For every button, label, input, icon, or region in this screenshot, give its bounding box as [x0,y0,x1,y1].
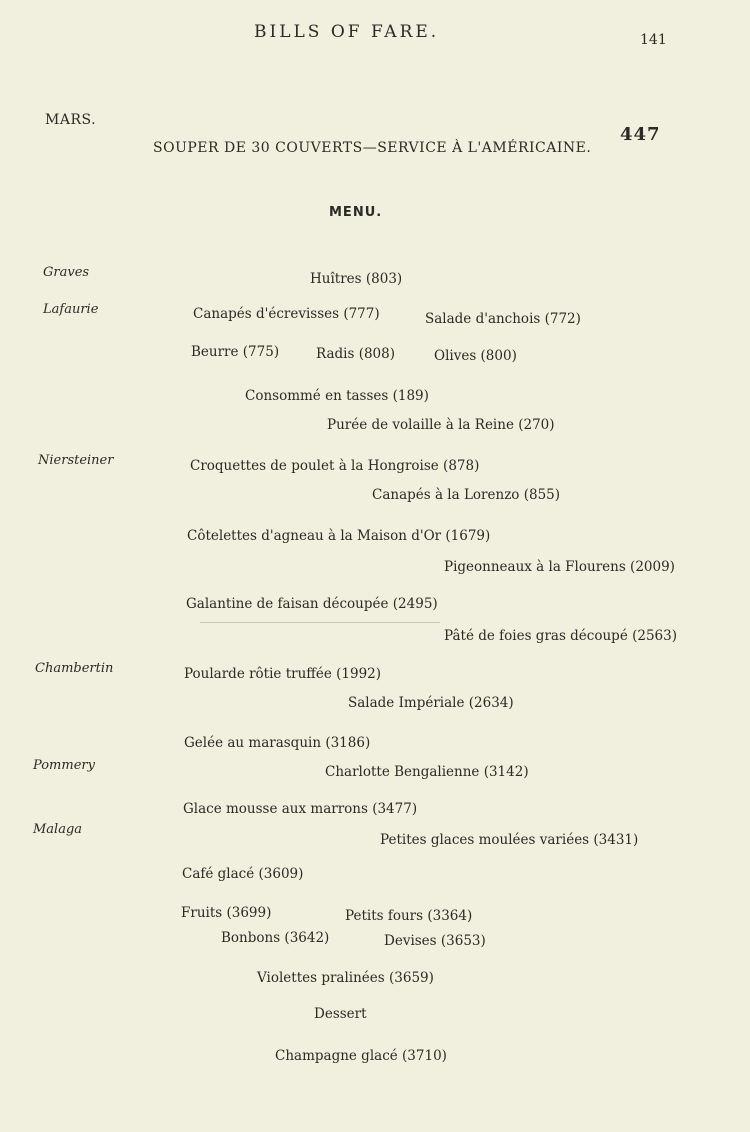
menu-title: SOUPER DE 30 COUVERTS—SERVICE À L'AMÉRICAINE. [153,140,592,156]
dish-charlotte: Charlotte Bengalienne (3142) [325,764,529,780]
dish-cafe-glace: Café glacé (3609) [182,866,304,882]
dish-cotelettes: Côtelettes d'agneau à la Maison d'Or (1679) [187,528,491,544]
print-smudge [200,622,440,623]
dish-canapes-ecrevisses: Canapés d'écrevisses (777) [193,306,380,322]
wine-malaga: Malaga [33,822,83,837]
month-label: MARS. [45,112,97,128]
wine-niersteiner: Niersteiner [38,453,114,468]
wine-graves: Graves [43,265,90,280]
wine-pommery: Pommery [33,758,95,773]
wine-chambertin: Chambertin [35,661,114,676]
dish-pigeonneaux: Pigeonneaux à la Flourens (2009) [444,559,675,575]
dish-violettes: Violettes pralinées (3659) [257,970,434,986]
dish-huitres: Huîtres (803) [310,271,403,287]
running-head: BILLS OF FARE. [254,22,440,42]
dish-petites-glaces: Petites glaces moulées variées (3431) [380,832,639,848]
page-number: 141 [640,32,667,48]
dish-dessert: Dessert [314,1006,367,1022]
wine-lafaurie: Lafaurie [43,302,99,317]
dish-devises: Devises (3653) [384,933,486,949]
dish-canapes-lorenzo: Canapés à la Lorenzo (855) [372,487,561,503]
dish-gelee: Gelée au marasquin (3186) [184,735,371,751]
dish-consomme: Consommé en tasses (189) [245,388,429,404]
dish-petits-fours: Petits fours (3364) [345,908,473,924]
dish-champagne: Champagne glacé (3710) [275,1048,447,1064]
dish-radis: Radis (808) [316,346,396,362]
dish-salade-anchois: Salade d'anchois (772) [425,311,581,327]
dish-bonbons: Bonbons (3642) [221,930,330,946]
dish-galantine: Galantine de faisan découpée (2495) [186,596,438,612]
dish-croquettes: Croquettes de poulet à la Hongroise (878) [190,458,480,474]
dish-puree-volaille: Purée de volaille à la Reine (270) [327,417,555,433]
dish-olives: Olives (800) [434,348,517,364]
menu-number: 447 [620,124,661,145]
dish-salade-imperiale: Salade Impériale (2634) [348,695,514,711]
dish-fruits: Fruits (3699) [181,905,272,921]
dish-beurre: Beurre (775) [191,344,280,360]
dish-glace-mousse: Glace mousse aux marrons (3477) [183,801,418,817]
menu-heading: MENU. [329,205,383,220]
dish-poularde: Poularde rôtie truffée (1992) [184,666,382,682]
dish-pate-foies-gras: Pâté de foies gras découpé (2563) [444,628,677,644]
